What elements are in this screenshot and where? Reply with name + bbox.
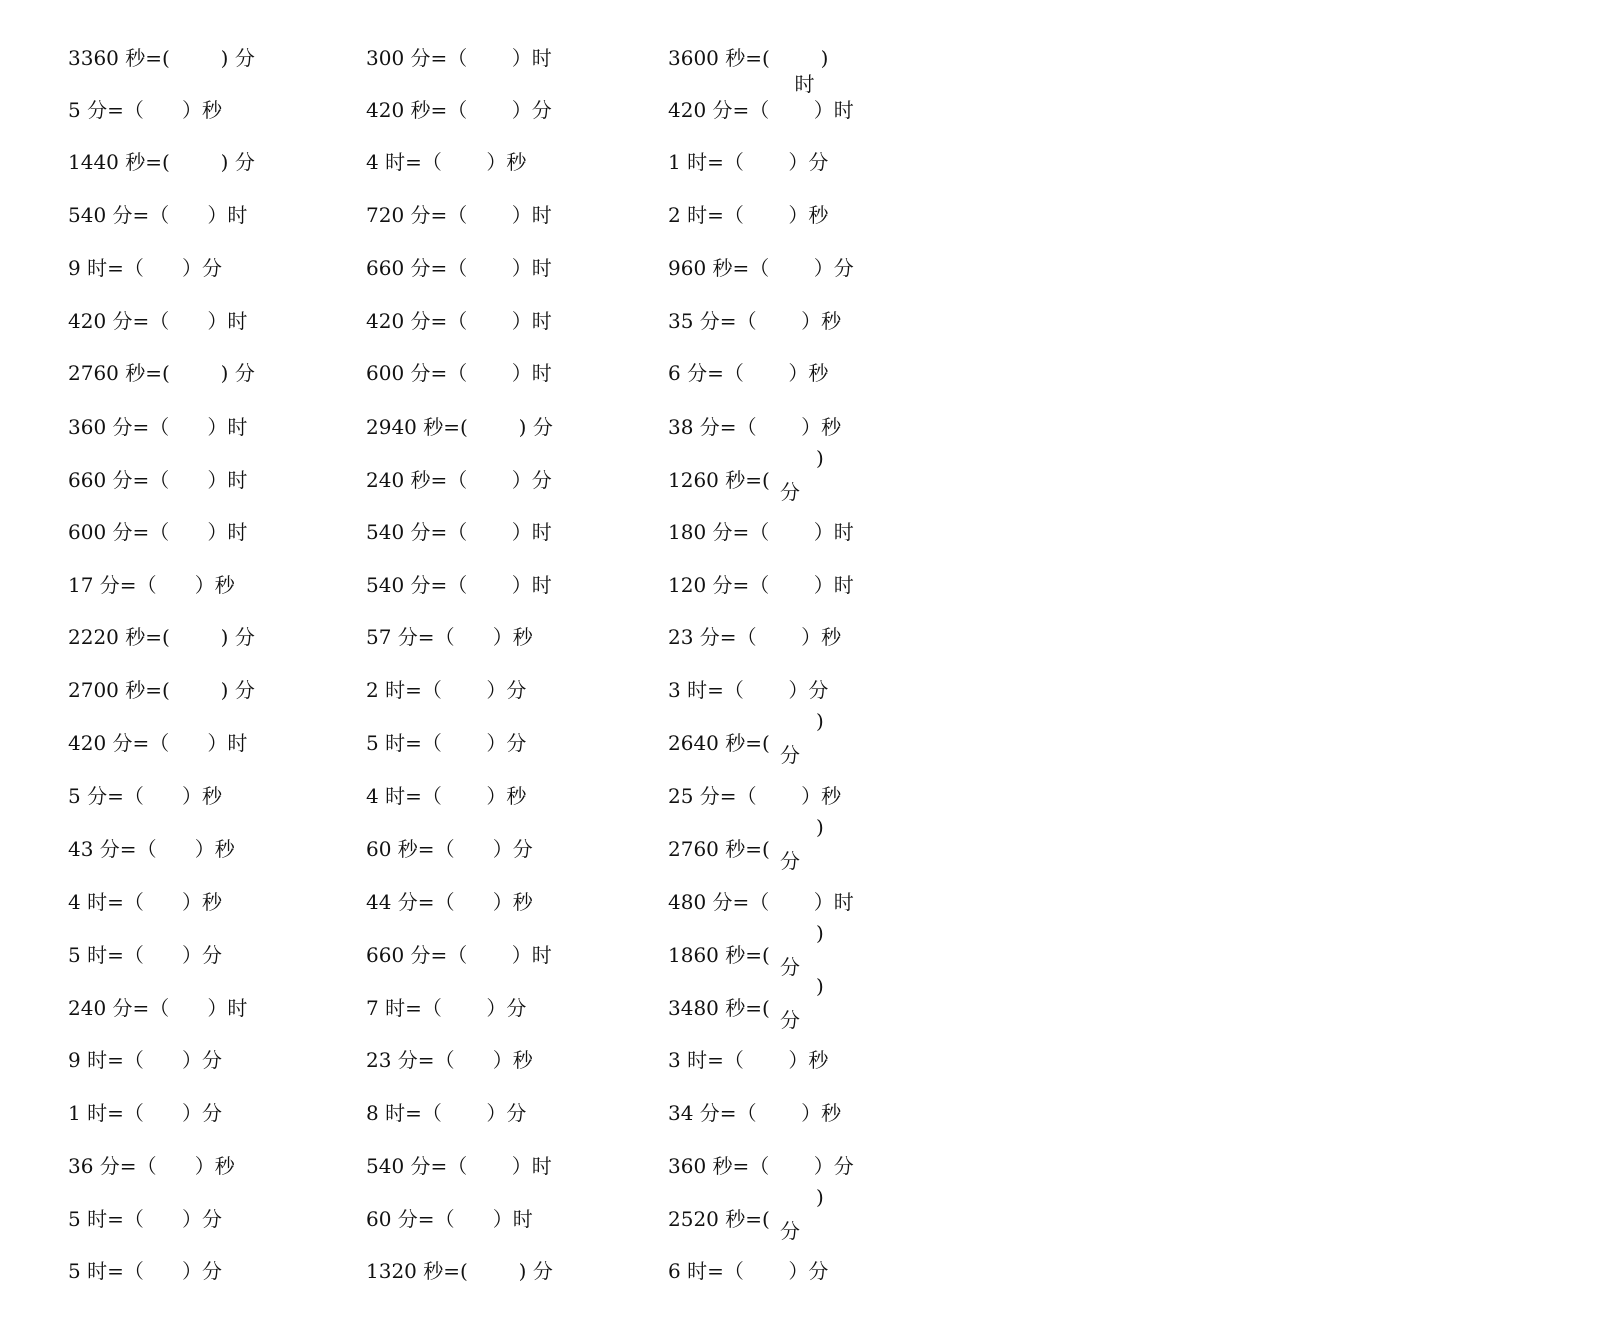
- conversion-problem-right: [668, 512, 854, 552]
- conversion-problem-middle: [366, 565, 552, 605]
- conversion-problem-middle: [366, 38, 552, 78]
- problem-text: 6 时=（ ）分: [668, 1259, 829, 1283]
- problem-text: 1 时=（ ）分: [668, 150, 829, 174]
- wrapped-close-paren: ): [816, 709, 824, 733]
- conversion-problem-middle: [366, 248, 552, 288]
- conversion-problem-left: [68, 670, 255, 710]
- conversion-problem-left: [68, 988, 247, 1028]
- problem-text: 360 秒=（ ）分: [668, 1154, 854, 1178]
- conversion-problem-right: [668, 90, 854, 130]
- conversion-problem-middle: [366, 142, 526, 182]
- conversion-problem-left: [68, 301, 247, 341]
- problem-row: [0, 1146, 950, 1186]
- conversion-problem-right: [668, 353, 828, 393]
- problem-text: 2760 秒=( ) 分: [68, 361, 255, 385]
- conversion-problem-middle: [366, 1093, 526, 1133]
- conversion-problem-middle: [366, 512, 552, 552]
- problem-text: 960 秒=（ ）分: [668, 256, 854, 280]
- problem-text: 600 分=（ ）时: [68, 520, 248, 544]
- conversion-problem-middle: [366, 1146, 552, 1186]
- conversion-problem-left: [68, 1040, 222, 1080]
- problem-text: 1860 秒=(: [668, 943, 770, 967]
- conversion-problem-left: [68, 90, 222, 130]
- problem-text: 4 时=（ ）秒: [366, 150, 527, 174]
- problem-text: 5 时=（ ）分: [68, 1207, 222, 1231]
- problem-row: [0, 90, 950, 130]
- conversion-problem-right: [668, 1251, 828, 1291]
- conversion-problem-left: [68, 38, 255, 78]
- problem-text: 660 分=（ ）时: [366, 256, 552, 280]
- problem-text: 9 时=（ ）分: [68, 256, 222, 280]
- problem-text: 540 分=（ ）时: [68, 203, 248, 227]
- problem-text: 1440 秒=( ) 分: [68, 150, 255, 174]
- problem-text: 660 分=（ ）时: [366, 943, 552, 967]
- conversion-problem-left: [68, 1251, 222, 1291]
- problem-text: 5 分=（ ）秒: [68, 784, 222, 808]
- problem-text: 2940 秒=( ) 分: [366, 415, 553, 439]
- conversion-problem-middle: [366, 1251, 553, 1291]
- wrapped-target-unit: 分: [780, 1008, 800, 1032]
- problem-text: 600 分=（ ）时: [366, 361, 552, 385]
- conversion-problem-left: [68, 617, 255, 657]
- problem-text: 43 分=（ ）秒: [68, 837, 235, 861]
- conversion-problem-middle: [366, 617, 533, 657]
- conversion-problem-right: [668, 1185, 1618, 1243]
- problem-row: [0, 670, 950, 710]
- problem-text: 60 秒=（ ）分: [366, 837, 533, 861]
- problem-text: 1 时=（ ）分: [68, 1101, 222, 1125]
- problem-text: 540 分=（ ）时: [366, 1154, 552, 1178]
- problem-text: 2220 秒=( ) 分: [68, 625, 255, 649]
- conversion-problem-left: [68, 248, 222, 288]
- conversion-problem-middle: [366, 90, 552, 130]
- problem-row: [0, 565, 950, 605]
- conversion-problem-right: [668, 142, 828, 182]
- problem-row: [0, 353, 950, 393]
- problem-row: [0, 1093, 950, 1133]
- overflow-unit-text: 时: [794, 72, 815, 96]
- problem-text: 420 分=（ ）时: [668, 98, 854, 122]
- problem-text: 1260 秒=(: [668, 468, 770, 492]
- conversion-problem-right: [668, 1040, 828, 1080]
- wrapped-target-unit: 分: [780, 480, 800, 504]
- conversion-problem-left: [68, 1199, 222, 1239]
- conversion-problem-right: [668, 407, 841, 447]
- conversion-problem-middle: [366, 670, 526, 710]
- problem-text: 34 分=（ ）秒: [668, 1101, 842, 1125]
- problem-text: 57 分=（ ）秒: [366, 625, 533, 649]
- problem-text: 540 分=（ ）时: [366, 573, 552, 597]
- conversion-problem-right: [668, 248, 854, 288]
- problem-text: 6 分=（ ）秒: [668, 361, 829, 385]
- problem-row: [0, 1251, 950, 1291]
- wrapped-close-paren: ): [816, 815, 824, 839]
- problem-text: 4 时=（ ）秒: [366, 784, 527, 808]
- conversion-problem-middle: [366, 460, 552, 500]
- conversion-problem-left: [68, 829, 235, 869]
- problem-text: 180 分=（ ）时: [668, 520, 854, 544]
- conversion-problem-left: [68, 460, 247, 500]
- problem-row: [0, 921, 950, 979]
- problem-text: 5 分=（ ）秒: [68, 98, 222, 122]
- conversion-problem-middle: [366, 1040, 533, 1080]
- problem-text: 420 分=（ ）时: [68, 309, 248, 333]
- problem-text: 420 分=（ ）时: [68, 731, 248, 755]
- conversion-problem-left: [68, 142, 255, 182]
- problem-row: [0, 617, 950, 657]
- wrapped-target-unit: 分: [780, 955, 800, 979]
- conversion-problem-middle: [366, 988, 526, 1028]
- problem-text: 23 分=（ ）秒: [668, 625, 842, 649]
- wrapped-close-paren: ): [816, 921, 824, 945]
- conversion-problem-right: [668, 446, 1618, 504]
- conversion-problem-middle: [366, 407, 553, 447]
- problem-text: 2520 秒=(: [668, 1207, 770, 1231]
- problem-text: 240 秒=（ ）分: [366, 468, 552, 492]
- problem-row: [0, 776, 950, 816]
- problem-text: 5 时=（ ）分: [68, 1259, 222, 1283]
- problem-row: [0, 882, 950, 922]
- conversion-problem-right: [668, 195, 828, 235]
- conversion-problem-right: [668, 565, 854, 605]
- conversion-problem-left: [68, 1146, 235, 1186]
- problem-text: 36 分=（ ）秒: [68, 1154, 235, 1178]
- problem-text: 360 分=（ ）时: [68, 415, 248, 439]
- conversion-problem-right: [668, 815, 1618, 873]
- conversion-problem-right: [668, 1146, 854, 1186]
- conversion-problem-middle: [366, 1199, 533, 1239]
- problem-text: 240 分=（ ）时: [68, 996, 248, 1020]
- problem-row: [0, 248, 950, 288]
- problem-text: 35 分=（ ）秒: [668, 309, 842, 333]
- conversion-problem-left: [68, 407, 247, 447]
- problem-text: 3360 秒=( ) 分: [68, 46, 255, 70]
- problem-text: 3600 秒=( ): [668, 46, 829, 70]
- conversion-problem-left: [68, 565, 235, 605]
- problem-text: 540 分=（ ）时: [366, 520, 552, 544]
- problem-row: [0, 512, 950, 552]
- problem-row: [0, 974, 950, 1032]
- problem-text: 60 分=（ ）时: [366, 1207, 533, 1231]
- problem-row: [0, 709, 950, 767]
- conversion-problem-right: [668, 1093, 841, 1133]
- problem-text: 9 时=（ ）分: [68, 1048, 222, 1072]
- wrapped-target-unit: 分: [780, 849, 800, 873]
- conversion-problem-middle: [366, 723, 526, 763]
- conversion-problem-left: [68, 882, 222, 922]
- problem-text: 420 分=（ ）时: [366, 309, 552, 333]
- problem-text: 1320 秒=( ) 分: [366, 1259, 553, 1283]
- conversion-problem-left: [68, 776, 222, 816]
- problem-text: 8 时=（ ）分: [366, 1101, 527, 1125]
- problem-text: 720 分=（ ）时: [366, 203, 552, 227]
- problem-text: 3 时=（ ）分: [668, 678, 829, 702]
- problem-text: 44 分=（ ）秒: [366, 890, 533, 914]
- conversion-problem-left: [68, 723, 247, 763]
- conversion-problem-middle: [366, 301, 552, 341]
- conversion-problem-right: [668, 776, 841, 816]
- problem-text: 5 时=（ ）分: [366, 731, 527, 755]
- conversion-problem-left: [68, 512, 247, 552]
- problem-text: 17 分=（ ）秒: [68, 573, 235, 597]
- wrapped-close-paren: ): [816, 446, 824, 470]
- problem-text: 2640 秒=(: [668, 731, 770, 755]
- conversion-problem-right: [668, 617, 841, 657]
- wrapped-target-unit: 分: [780, 743, 800, 767]
- problem-text: 480 分=（ ）时: [668, 890, 854, 914]
- wrapped-close-paren: ): [816, 974, 824, 998]
- problem-text: 120 分=（ ）时: [668, 573, 854, 597]
- conversion-problem-middle: [366, 195, 552, 235]
- conversion-problem-middle: [366, 776, 526, 816]
- problem-text: 300 分=（ ）时: [366, 46, 552, 70]
- conversion-problem-middle: [366, 353, 552, 393]
- problem-row: [0, 142, 950, 182]
- problem-text: 25 分=（ ）秒: [668, 784, 842, 808]
- problem-text: 5 时=（ ）分: [68, 943, 222, 967]
- problem-text: 38 分=（ ）秒: [668, 415, 842, 439]
- problem-row: [0, 301, 950, 341]
- wrapped-close-paren: ): [816, 1185, 824, 1209]
- problem-text: 2760 秒=(: [668, 837, 770, 861]
- conversion-problem-right: [668, 38, 829, 96]
- problem-text: 420 秒=（ ）分: [366, 98, 552, 122]
- problem-text: 3480 秒=(: [668, 996, 770, 1020]
- conversion-problem-right: [668, 921, 1618, 979]
- conversion-problem-left: [68, 353, 255, 393]
- problem-row: [0, 1185, 950, 1243]
- conversion-problem-left: [68, 935, 222, 975]
- problem-text: 660 分=（ ）时: [68, 468, 248, 492]
- problem-text: 2 时=（ ）分: [366, 678, 527, 702]
- problem-row: [0, 38, 950, 96]
- conversion-problem-left: [68, 1093, 222, 1133]
- conversion-problem-right: [668, 301, 841, 341]
- problem-row: [0, 195, 950, 235]
- problem-text: 3 时=（ ）秒: [668, 1048, 829, 1072]
- problem-row: [0, 815, 950, 873]
- conversion-problem-right: [668, 709, 1618, 767]
- problem-row: [0, 407, 950, 447]
- conversion-problem-left: [68, 195, 247, 235]
- problem-text: 2700 秒=( ) 分: [68, 678, 255, 702]
- problem-text: 23 分=（ ）秒: [366, 1048, 533, 1072]
- conversion-problem-right: [668, 670, 828, 710]
- conversion-problem-right: [668, 974, 1618, 1032]
- conversion-problem-middle: [366, 882, 533, 922]
- conversion-problem-right: [668, 882, 854, 922]
- wrapped-target-unit: 分: [780, 1219, 800, 1243]
- conversion-problem-middle: [366, 935, 552, 975]
- problem-row: [0, 446, 950, 504]
- problem-row: [0, 1040, 950, 1080]
- problem-text: 7 时=（ ）分: [366, 996, 527, 1020]
- problem-text: 2 时=（ ）秒: [668, 203, 829, 227]
- problem-text: 4 时=（ ）秒: [68, 890, 222, 914]
- conversion-problem-middle: [366, 829, 533, 869]
